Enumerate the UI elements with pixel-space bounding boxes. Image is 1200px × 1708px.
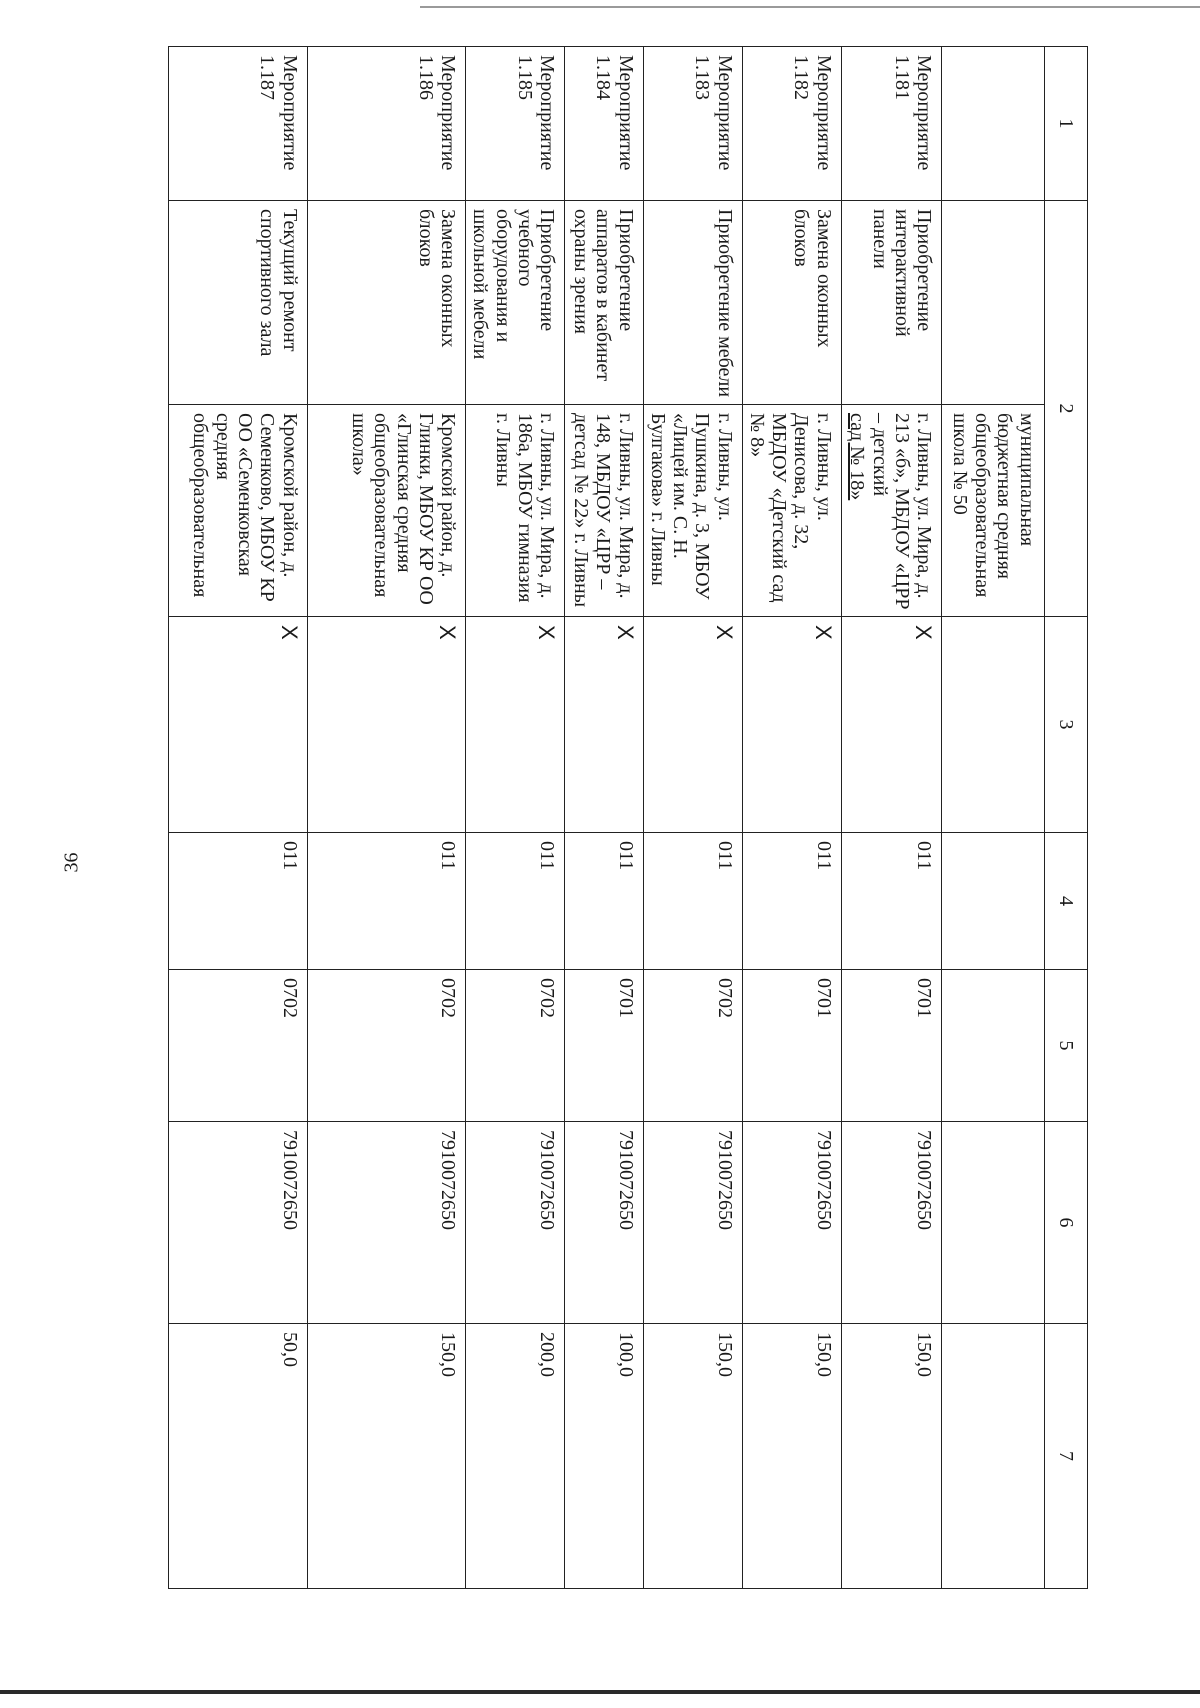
amount-cell: 100,0 — [565, 1324, 643, 1589]
amount-cell: 50,0 — [169, 1324, 308, 1589]
header-cell: 2 — [1044, 201, 1087, 617]
header-cell: 1 — [1044, 47, 1087, 201]
header-cell: 5 — [1044, 970, 1087, 1122]
mark-cell: Х — [307, 617, 466, 833]
measure-id-cell: Мероприятие 1.184 — [565, 47, 643, 201]
page-number: 36 — [60, 852, 83, 873]
code-cell: 011 — [466, 833, 565, 970]
amount-cell: 150,0 — [307, 1324, 466, 1589]
address-text: г. Ливны, ул. Мира, д. 213 «б», МБДОУ «ЦРР – детский — [868, 413, 936, 610]
address-cell — [643, 405, 742, 617]
table-row — [742, 47, 841, 1589]
table-row — [565, 47, 643, 1589]
address-cell — [742, 405, 841, 617]
mark-cell: Х — [841, 617, 941, 833]
measure-id-cell: Мероприятие 1.182 — [742, 47, 841, 201]
empty-cell — [942, 47, 1044, 201]
header-cell: 3 — [1044, 617, 1087, 833]
target-code-cell: 7910072650 — [742, 1122, 841, 1324]
target-code-cell: 7910072650 — [841, 1122, 941, 1324]
activity-cell: Приобретение учебного оборудования и школьной мебели — [466, 201, 565, 405]
address-cell — [841, 405, 941, 617]
section-cell: 0702 — [169, 970, 308, 1122]
address-tail-text: сад № 18» — [846, 413, 869, 501]
address-cell — [169, 405, 308, 617]
empty-cell — [942, 201, 1044, 405]
section-cell: 0701 — [841, 970, 941, 1122]
measure-id-cell: Мероприятие 1.185 — [466, 47, 565, 201]
code-cell: 011 — [841, 833, 941, 970]
code-cell: 011 — [565, 833, 643, 970]
section-cell: 0701 — [565, 970, 643, 1122]
header-cell: 4 — [1044, 833, 1087, 970]
section-cell: 0702 — [466, 970, 565, 1122]
empty-cell — [942, 1324, 1044, 1589]
target-code-cell: 7910072650 — [565, 1122, 643, 1324]
code-cell: 011 — [742, 833, 841, 970]
empty-cell — [942, 1122, 1044, 1324]
header-row — [1044, 47, 1087, 1589]
measure-id-cell: Мероприятие 1.186 — [307, 47, 466, 201]
target-code-cell: 7910072650 — [307, 1122, 466, 1324]
section-cell: 0702 — [307, 970, 466, 1122]
activity-cell: Приобретение интерактивной панели — [841, 201, 941, 405]
activity-cell: Приобретение аппаратов в кабинет охраны зрения — [565, 201, 643, 405]
address-cell — [466, 405, 565, 617]
mark-cell: Х — [742, 617, 841, 833]
address-text: г. Ливны, ул. Мира, д. 148, МБДОУ «ЦРР – детсад № 22» г. Ливны — [570, 413, 637, 608]
code-cell: 011 — [169, 833, 308, 970]
address-cell: муниципальная бюджетная средняя общеобразовательная школа № 50 — [942, 405, 1044, 617]
address-cell — [307, 405, 466, 617]
amount-cell: 150,0 — [643, 1324, 742, 1589]
table-row — [169, 47, 308, 1589]
mark-cell: Х — [643, 617, 742, 833]
mark-cell: Х — [169, 617, 308, 833]
header-cell: 6 — [1044, 1122, 1087, 1324]
address-text: г. Ливны, ул. Пушкина, д. 3, МБОУ «Лицей им. С. Н. Булгакова» г. Ливны — [646, 413, 736, 600]
amount-cell: 150,0 — [841, 1324, 941, 1589]
mark-cell: Х — [565, 617, 643, 833]
activity-cell: Приобретение мебели — [643, 201, 742, 405]
code-cell: 011 — [643, 833, 742, 970]
activity-cell: Замена оконных блоков — [307, 201, 466, 405]
target-code-cell: 7910072650 — [169, 1122, 308, 1324]
scan-bottom-edge — [0, 1690, 1200, 1694]
empty-cell — [942, 617, 1044, 833]
section-cell: 0702 — [643, 970, 742, 1122]
header-cell: 7 — [1044, 1324, 1087, 1589]
measure-id-cell: Мероприятие 1.183 — [643, 47, 742, 201]
mark-cell: Х — [466, 617, 565, 833]
measures-table — [168, 46, 1088, 1589]
amount-cell: 150,0 — [742, 1324, 841, 1589]
measure-id-cell: Мероприятие 1.187 — [169, 47, 308, 201]
address-text: Кромской район, д. Глинки, МБОУ КР ОО «Глинская средняя общеобразовательная школа» — [347, 413, 460, 605]
address-cell — [565, 405, 643, 617]
table-row — [643, 47, 742, 1589]
target-code-cell: 7910072650 — [643, 1122, 742, 1324]
empty-cell — [942, 833, 1044, 970]
code-cell: 011 — [307, 833, 466, 970]
table-row — [466, 47, 565, 1589]
activity-cell: Замена оконных блоков — [742, 201, 841, 405]
address-text: г. Ливны, ул. Мира, д. 186а, МБОУ гимназия г. Ливны — [491, 413, 559, 603]
continuation-row — [942, 47, 1044, 1589]
scan-edge-line — [420, 6, 1200, 8]
address-text: Кромской район, д. Семенково, МБОУ КР ОО «Семенковская средняя общеобразовательная — [189, 413, 301, 602]
address-text: г. Ливны, ул. Денисова, д. 32, МБДОУ «Детский сад № 8» — [745, 413, 835, 603]
table-row — [841, 47, 941, 1589]
section-cell: 0701 — [742, 970, 841, 1122]
table-row — [307, 47, 466, 1589]
measure-id-cell: Мероприятие 1.181 — [841, 47, 941, 201]
amount-cell: 200,0 — [466, 1324, 565, 1589]
target-code-cell: 7910072650 — [466, 1122, 565, 1324]
activity-cell: Текущий ремонт спортивного зала — [169, 201, 308, 405]
rotated-table-container — [168, 46, 1088, 1588]
empty-cell — [942, 970, 1044, 1122]
